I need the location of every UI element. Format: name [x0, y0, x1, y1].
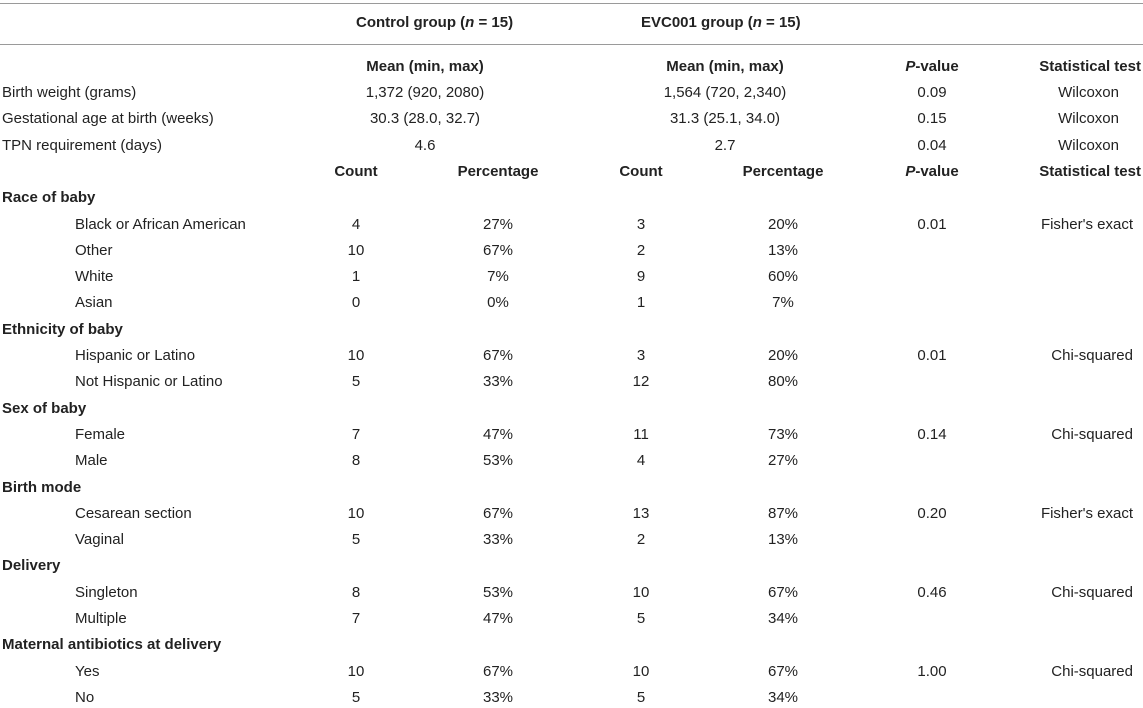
evc-percentage: 60%: [767, 268, 799, 286]
control-percentage: 67%: [482, 347, 514, 364]
p-value: 0.46: [917, 583, 947, 601]
evc-count: 9: [636, 268, 646, 286]
section-title: Birth mode: [2, 478, 82, 496]
evc-mean-header: Mean (min, max): [666, 58, 784, 75]
statistical-test: Fisher's exact: [1040, 215, 1133, 233]
evc-percentage: 67%: [767, 583, 799, 601]
evc-percentage: 73%: [767, 425, 799, 443]
evc-percentage: 80%: [767, 373, 799, 391]
control-percentage: 53%: [482, 452, 514, 470]
control-count: 8: [351, 583, 361, 601]
category-label: No: [75, 688, 95, 706]
p-value: 1.00: [917, 662, 947, 680]
evc-count: 4: [636, 452, 646, 470]
evc-percentage: 34%: [767, 688, 799, 706]
evc-percentage: 87%: [767, 504, 799, 522]
control-percentage: 33%: [482, 531, 514, 549]
control-count: 5: [351, 688, 361, 706]
p-value: 0.15: [917, 110, 947, 128]
evc-percentage: 34%: [767, 610, 799, 627]
evc-count: 2: [636, 241, 646, 259]
control-mean-value: 1,372 (920, 2080): [365, 84, 485, 101]
control-percentage: 67%: [482, 241, 514, 259]
control-mean-value: 4.6: [414, 136, 436, 154]
p-value: 0.04: [917, 136, 947, 154]
evc-percentage: 13%: [767, 531, 799, 549]
control-percentage: 53%: [482, 583, 514, 601]
category-label: Not Hispanic or Latino: [75, 373, 223, 391]
control-percentage: 47%: [482, 610, 514, 627]
evc-count: 5: [636, 688, 646, 706]
evc-count: 12: [632, 373, 650, 391]
p-value: 0.20: [917, 504, 947, 522]
evc-count: 13: [632, 504, 650, 522]
p-value-header: P-value: [905, 58, 959, 75]
evc-count: 10: [632, 583, 650, 601]
evc-count: 5: [636, 610, 646, 627]
control-count: 0: [351, 294, 361, 312]
statistical-test: Chi-squared: [1051, 583, 1133, 601]
control-percentage: 33%: [482, 373, 514, 391]
control-percentage-header: Percentage: [457, 162, 539, 180]
row-label: Birth weight (grams): [2, 84, 137, 101]
evc-percentage: 20%: [767, 347, 799, 364]
control-count: 10: [347, 241, 365, 259]
row-label: Gestational age at birth (weeks): [2, 110, 214, 128]
statistical-test: Wilcoxon: [1058, 84, 1119, 101]
p-value: 0.09: [917, 84, 947, 101]
p-value: 0.14: [917, 425, 947, 443]
control-count: 7: [351, 610, 361, 627]
evc-count: 1: [636, 294, 646, 312]
statistical-test-header: Statistical test: [1039, 162, 1141, 180]
evc-count: 11: [633, 425, 649, 443]
header-rule: [0, 44, 1143, 45]
control-mean-header: Mean (min, max): [366, 58, 484, 75]
control-count: 8: [351, 452, 361, 470]
control-count: 4: [351, 215, 361, 233]
evc-count: 3: [636, 215, 646, 233]
category-label: Cesarean section: [75, 504, 192, 522]
evc-mean-value: 2.7: [714, 136, 736, 154]
control-percentage: 27%: [482, 215, 514, 233]
evc-percentage: 67%: [767, 662, 799, 680]
control-percentage: 67%: [482, 504, 514, 522]
section-title: Ethnicity of baby: [2, 320, 123, 338]
category-label: Singleton: [75, 583, 138, 601]
section-title: Delivery: [2, 557, 61, 575]
category-label: Hispanic or Latino: [75, 347, 196, 364]
statistical-test-header: Statistical test: [1039, 58, 1141, 75]
category-label: Female: [75, 425, 126, 443]
statistical-test: Chi-squared: [1051, 662, 1133, 680]
statistical-test: Chi-squared: [1051, 425, 1133, 443]
control-percentage: 67%: [482, 662, 514, 680]
section-title: Sex of baby: [2, 399, 87, 417]
evc-count: 2: [636, 531, 646, 549]
statistical-test: Fisher's exact: [1040, 504, 1133, 522]
evc-mean-value: 1,564 (720, 2,340): [663, 84, 787, 101]
evc-percentage: 13%: [767, 241, 799, 259]
control-count: 7: [351, 425, 361, 443]
category-label: Asian: [75, 294, 113, 312]
control-count: 10: [347, 662, 365, 680]
statistical-test: Wilcoxon: [1058, 136, 1119, 154]
control-count: 5: [351, 373, 361, 391]
evc-count: 3: [636, 347, 646, 364]
evc-percentage-header: Percentage: [742, 162, 824, 180]
evc-percentage: 27%: [767, 452, 799, 470]
section-title: Maternal antibiotics at delivery: [2, 636, 222, 654]
control-count: 1: [351, 268, 361, 286]
control-count-header: Count: [334, 162, 378, 180]
category-label: Other: [75, 241, 113, 259]
evc-count: 10: [632, 662, 650, 680]
statistical-test: Chi-squared: [1051, 347, 1133, 364]
category-label: White: [75, 268, 114, 286]
evc-mean-value: 31.3 (25.1, 34.0): [669, 110, 781, 128]
control-count: 10: [347, 347, 365, 364]
control-group-header: Control group (n = 15): [356, 14, 514, 31]
category-label: Vaginal: [75, 531, 124, 549]
control-percentage: 33%: [482, 688, 514, 706]
category-label: Yes: [75, 662, 100, 680]
category-label: Multiple: [75, 610, 127, 627]
section-title: Race of baby: [2, 189, 96, 207]
top-rule: [0, 3, 1143, 4]
evc-percentage: 7%: [772, 294, 794, 312]
control-percentage: 7%: [487, 268, 509, 286]
p-value: 0.01: [917, 215, 947, 233]
control-count: 10: [347, 504, 365, 522]
evc-group-header: EVC001 group (n = 15): [641, 14, 801, 31]
control-percentage: 47%: [482, 425, 514, 443]
control-mean-value: 30.3 (28.0, 32.7): [369, 110, 481, 128]
row-label: TPN requirement (days): [2, 136, 163, 154]
evc-count-header: Count: [619, 162, 663, 180]
category-label: Black or African American: [75, 215, 246, 233]
control-count: 5: [351, 531, 361, 549]
control-percentage: 0%: [487, 294, 509, 312]
evc-percentage: 20%: [767, 215, 799, 233]
statistical-test: Wilcoxon: [1058, 110, 1119, 128]
p-value: 0.01: [917, 347, 947, 364]
p-value-header: P-value: [905, 162, 959, 180]
category-label: Male: [75, 452, 108, 470]
